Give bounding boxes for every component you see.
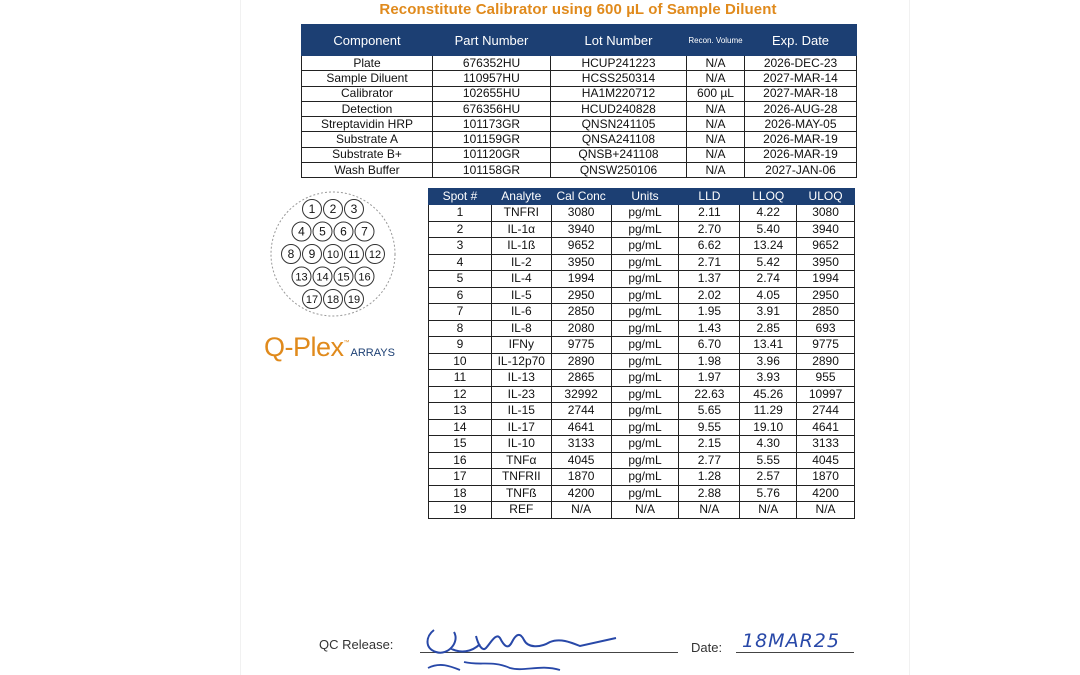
analytes-cell: 1.43 xyxy=(679,320,740,337)
analytes-cell: 9652 xyxy=(797,238,855,255)
analytes-cell: 2.57 xyxy=(740,469,797,486)
analytes-cell: 13.41 xyxy=(740,337,797,354)
components-cell: HCSS250314 xyxy=(551,71,687,86)
table-row xyxy=(429,287,855,304)
table-row xyxy=(302,56,857,71)
analytes-header-1: Analyte xyxy=(491,189,551,205)
analytes-cell: IFNy xyxy=(491,337,551,354)
analytes-cell: 3.96 xyxy=(740,353,797,370)
analytes-cell: 11.29 xyxy=(740,403,797,420)
analytes-cell: 2.85 xyxy=(740,320,797,337)
analytes-cell: REF xyxy=(491,502,551,519)
analytes-cell: 6.70 xyxy=(679,337,740,354)
spot-label: 19 xyxy=(347,294,361,306)
analytes-cell: TNFRII xyxy=(491,469,551,486)
analytes-cell: 3080 xyxy=(551,205,611,222)
analytes-cell: 2744 xyxy=(797,403,855,420)
analytes-cell: IL-10 xyxy=(491,436,551,453)
analytes-cell: 2850 xyxy=(551,304,611,321)
components-cell: 676352HU xyxy=(433,56,551,71)
analytes-cell: 1994 xyxy=(797,271,855,288)
analytes-cell: 13.24 xyxy=(740,238,797,255)
date-value: 18MAR25 xyxy=(742,630,840,652)
analytes-cell: 2890 xyxy=(797,353,855,370)
analytes-table xyxy=(428,188,855,519)
analytes-cell: 2.88 xyxy=(679,485,740,502)
analytes-header-0: Spot # xyxy=(429,189,492,205)
spot-label: 5 xyxy=(319,224,326,239)
components-cell: 110957HU xyxy=(433,71,551,86)
spot-map-diagram xyxy=(258,190,408,318)
components-cell: Detection xyxy=(302,101,433,116)
logo-tm: ™ xyxy=(343,340,350,346)
analytes-cell: 2.74 xyxy=(740,271,797,288)
analytes-cell: pg/mL xyxy=(611,485,679,502)
spot-label: 13 xyxy=(295,271,308,284)
analytes-cell: N/A xyxy=(740,502,797,519)
analytes-cell: pg/mL xyxy=(611,452,679,469)
analytes-cell: 2.71 xyxy=(679,254,740,271)
analytes-cell: 2.02 xyxy=(679,287,740,304)
components-cell: 600 µL xyxy=(687,86,745,101)
components-cell: Substrate A xyxy=(302,132,433,147)
q-plex-logo xyxy=(264,332,395,363)
components-cell: HA1M220712 xyxy=(551,86,687,101)
components-cell: Streptavidin HRP xyxy=(302,117,433,132)
analytes-cell: 2.77 xyxy=(679,452,740,469)
analytes-cell: pg/mL xyxy=(611,469,679,486)
analytes-cell: 15 xyxy=(429,436,492,453)
analytes-cell: 17 xyxy=(429,469,492,486)
table-row xyxy=(429,320,855,337)
components-cell: N/A xyxy=(687,101,745,116)
spot-label: 7 xyxy=(361,224,368,239)
analytes-cell: pg/mL xyxy=(611,205,679,222)
analytes-cell: pg/mL xyxy=(611,403,679,420)
analytes-cell: 4045 xyxy=(551,452,611,469)
analytes-cell: 2.11 xyxy=(679,205,740,222)
table-row xyxy=(429,502,855,519)
analytes-cell: 18 xyxy=(429,485,492,502)
components-cell: 2026-AUG-28 xyxy=(745,101,857,116)
analytes-cell: pg/mL xyxy=(611,287,679,304)
table-row xyxy=(429,403,855,420)
components-cell: 676356HU xyxy=(433,101,551,116)
analytes-cell: IL-1ß xyxy=(491,238,551,255)
analytes-cell: 2080 xyxy=(551,320,611,337)
analytes-cell: 4.22 xyxy=(740,205,797,222)
table-row xyxy=(429,238,855,255)
qc-signature xyxy=(420,618,640,675)
spot-label: 3 xyxy=(350,202,358,216)
table-row xyxy=(429,254,855,271)
analytes-cell: 3133 xyxy=(551,436,611,453)
table-row xyxy=(302,117,857,132)
spot-label: 2 xyxy=(329,202,337,216)
spot-label: 12 xyxy=(368,249,382,261)
analytes-cell: 3 xyxy=(429,238,492,255)
components-cell: 101173GR xyxy=(433,117,551,132)
components-cell: Plate xyxy=(302,56,433,71)
analytes-cell: 14 xyxy=(429,419,492,436)
analytes-cell: N/A xyxy=(611,502,679,519)
analytes-cell: 1.95 xyxy=(679,304,740,321)
analytes-cell: 4200 xyxy=(551,485,611,502)
components-cell: 101120GR xyxy=(433,147,551,162)
logo-sub-text: ARRAYS xyxy=(350,347,395,359)
table-row xyxy=(302,163,857,178)
analytes-cell: 9775 xyxy=(797,337,855,354)
analytes-cell: 16 xyxy=(429,452,492,469)
analytes-cell: pg/mL xyxy=(611,337,679,354)
components-cell: Sample Diluent xyxy=(302,71,433,86)
analytes-cell: 2890 xyxy=(551,353,611,370)
analytes-cell: 2950 xyxy=(551,287,611,304)
analytes-cell: 4.05 xyxy=(740,287,797,304)
analytes-cell: 3950 xyxy=(797,254,855,271)
spot-label: 9 xyxy=(308,247,316,261)
spot-label: 18 xyxy=(326,294,340,306)
analytes-cell: 2.15 xyxy=(679,436,740,453)
analytes-cell: pg/mL xyxy=(611,320,679,337)
spot-label: 14 xyxy=(316,271,329,284)
analytes-cell: IL-1α xyxy=(491,221,551,238)
spot-label: 10 xyxy=(326,249,340,261)
analytes-cell: pg/mL xyxy=(611,436,679,453)
analytes-cell: pg/mL xyxy=(611,386,679,403)
analytes-cell: N/A xyxy=(679,502,740,519)
spot-label: 15 xyxy=(337,271,350,284)
components-cell: N/A xyxy=(687,71,745,86)
analytes-cell: 2865 xyxy=(551,370,611,387)
analytes-cell: IL-8 xyxy=(491,320,551,337)
analytes-cell: 5 xyxy=(429,271,492,288)
table-row xyxy=(429,386,855,403)
analytes-cell: 3.93 xyxy=(740,370,797,387)
analytes-cell: 45.26 xyxy=(740,386,797,403)
analytes-cell: 1.37 xyxy=(679,271,740,288)
analytes-cell: 10997 xyxy=(797,386,855,403)
analytes-cell: 693 xyxy=(797,320,855,337)
analytes-cell: pg/mL xyxy=(611,238,679,255)
components-cell: Wash Buffer xyxy=(302,163,433,178)
logo-main-text: Q-Plex xyxy=(264,332,344,362)
analytes-cell: pg/mL xyxy=(611,221,679,238)
analytes-cell: IL-4 xyxy=(491,271,551,288)
analytes-cell: IL-2 xyxy=(491,254,551,271)
analytes-cell: 4 xyxy=(429,254,492,271)
analytes-cell: 3.91 xyxy=(740,304,797,321)
analytes-cell: 2744 xyxy=(551,403,611,420)
table-row xyxy=(429,337,855,354)
analytes-header-3: Units xyxy=(611,189,679,205)
analytes-cell: 5.40 xyxy=(740,221,797,238)
components-cell: N/A xyxy=(687,147,745,162)
analytes-cell: 32992 xyxy=(551,386,611,403)
analytes-cell: 11 xyxy=(429,370,492,387)
analytes-cell: 1.97 xyxy=(679,370,740,387)
table-row xyxy=(302,86,857,101)
analytes-cell: 3940 xyxy=(551,221,611,238)
analytes-cell: IL-15 xyxy=(491,403,551,420)
analytes-cell: IL-12p70 xyxy=(491,353,551,370)
date-line xyxy=(736,652,854,653)
table-row xyxy=(429,370,855,387)
analytes-cell: pg/mL xyxy=(611,370,679,387)
analytes-cell: 5.42 xyxy=(740,254,797,271)
analytes-cell: pg/mL xyxy=(611,419,679,436)
analytes-cell: 10 xyxy=(429,353,492,370)
spot-label: 6 xyxy=(340,224,347,239)
analytes-cell: TNFα xyxy=(491,452,551,469)
table-row xyxy=(302,71,857,86)
analytes-cell: N/A xyxy=(797,502,855,519)
analytes-cell: 8 xyxy=(429,320,492,337)
analytes-cell: 4200 xyxy=(797,485,855,502)
analytes-cell: 2 xyxy=(429,221,492,238)
analytes-cell: 2.70 xyxy=(679,221,740,238)
components-header-2: Lot Number xyxy=(551,25,687,56)
analytes-cell: 955 xyxy=(797,370,855,387)
analytes-header-4: LLD xyxy=(679,189,740,205)
analytes-header-2: Cal Conc xyxy=(551,189,611,205)
analytes-cell: 2950 xyxy=(797,287,855,304)
analytes-cell: 4045 xyxy=(797,452,855,469)
analytes-cell: 9775 xyxy=(551,337,611,354)
analytes-cell: 4641 xyxy=(797,419,855,436)
analytes-cell: 2850 xyxy=(797,304,855,321)
analytes-cell: 3133 xyxy=(797,436,855,453)
table-row xyxy=(429,304,855,321)
components-header-1: Part Number xyxy=(433,25,551,56)
table-row xyxy=(429,205,855,222)
analytes-cell: TNFß xyxy=(491,485,551,502)
components-cell: Substrate B+ xyxy=(302,147,433,162)
analytes-cell: 19.10 xyxy=(740,419,797,436)
components-header-3: Recon. Volume xyxy=(687,25,745,56)
spot-label: 1 xyxy=(308,202,316,216)
spot-label: 17 xyxy=(305,294,319,306)
table-row xyxy=(429,221,855,238)
analytes-cell: pg/mL xyxy=(611,353,679,370)
table-row xyxy=(302,147,857,162)
page-title: Reconstitute Calibrator using 600 µL of Sample Diluent xyxy=(379,1,777,18)
date-label: Date: xyxy=(691,640,723,655)
qc-release-label: QC Release: xyxy=(319,637,394,652)
components-cell: 2027-MAR-14 xyxy=(745,71,857,86)
components-table xyxy=(301,24,857,178)
analytes-cell: pg/mL xyxy=(611,254,679,271)
analytes-cell: 5.65 xyxy=(679,403,740,420)
components-cell: Calibrator xyxy=(302,86,433,101)
analytes-cell: 4.30 xyxy=(740,436,797,453)
components-cell: N/A xyxy=(687,56,745,71)
components-cell: 2027-MAR-18 xyxy=(745,86,857,101)
analytes-cell: 6.62 xyxy=(679,238,740,255)
components-cell: N/A xyxy=(687,163,745,178)
analytes-cell: IL-23 xyxy=(491,386,551,403)
analytes-cell: 5.76 xyxy=(740,485,797,502)
analytes-cell: 3950 xyxy=(551,254,611,271)
analytes-cell: IL-6 xyxy=(491,304,551,321)
analytes-cell: 9652 xyxy=(551,238,611,255)
table-row xyxy=(302,101,857,116)
components-cell: 2026-MAR-19 xyxy=(745,132,857,147)
analytes-cell: 1870 xyxy=(551,469,611,486)
analytes-cell: N/A xyxy=(551,502,611,519)
analytes-cell: 9.55 xyxy=(679,419,740,436)
analytes-cell: 12 xyxy=(429,386,492,403)
table-row xyxy=(302,132,857,147)
table-row xyxy=(429,419,855,436)
components-cell: N/A xyxy=(687,117,745,132)
components-cell: 102655HU xyxy=(433,86,551,101)
analytes-cell: IL-5 xyxy=(491,287,551,304)
analytes-cell: 5.55 xyxy=(740,452,797,469)
analytes-cell: 4641 xyxy=(551,419,611,436)
table-row xyxy=(429,271,855,288)
analytes-cell: 9 xyxy=(429,337,492,354)
analytes-cell: 1 xyxy=(429,205,492,222)
spot-label: 8 xyxy=(287,247,295,261)
components-cell: 2026-MAR-19 xyxy=(745,147,857,162)
components-cell: 2027-JAN-06 xyxy=(745,163,857,178)
components-cell: 101159GR xyxy=(433,132,551,147)
spot-label: 16 xyxy=(358,271,371,284)
components-cell: N/A xyxy=(687,132,745,147)
analytes-cell: 19 xyxy=(429,502,492,519)
components-cell: QNSN241105 xyxy=(551,117,687,132)
analytes-cell: pg/mL xyxy=(611,271,679,288)
table-row xyxy=(429,452,855,469)
analytes-header-5: LLOQ xyxy=(740,189,797,205)
analytes-cell: TNFRI xyxy=(491,205,551,222)
analytes-cell: 1.28 xyxy=(679,469,740,486)
analytes-cell: 1.98 xyxy=(679,353,740,370)
analytes-header-6: ULOQ xyxy=(797,189,855,205)
analytes-cell: IL-17 xyxy=(491,419,551,436)
components-cell: QNSB+241108 xyxy=(551,147,687,162)
analytes-cell: 3940 xyxy=(797,221,855,238)
components-cell: HCUD240828 xyxy=(551,101,687,116)
components-cell: 101158GR xyxy=(433,163,551,178)
analytes-cell: 3080 xyxy=(797,205,855,222)
analytes-cell: IL-13 xyxy=(491,370,551,387)
analytes-cell: 22.63 xyxy=(679,386,740,403)
components-header-0: Component xyxy=(302,25,433,56)
table-row xyxy=(429,436,855,453)
components-cell: QNSW250106 xyxy=(551,163,687,178)
analytes-cell: 13 xyxy=(429,403,492,420)
analytes-cell: pg/mL xyxy=(611,304,679,321)
components-header-4: Exp. Date xyxy=(745,25,857,56)
table-row xyxy=(429,353,855,370)
components-cell: 2026-MAY-05 xyxy=(745,117,857,132)
components-cell: QNSA241108 xyxy=(551,132,687,147)
components-cell: HCUP241223 xyxy=(551,56,687,71)
spot-label: 11 xyxy=(348,249,360,261)
spot-label: 4 xyxy=(298,224,305,239)
analytes-cell: 1994 xyxy=(551,271,611,288)
analytes-cell: 7 xyxy=(429,304,492,321)
analytes-cell: 6 xyxy=(429,287,492,304)
table-row xyxy=(429,485,855,502)
components-cell: 2026-DEC-23 xyxy=(745,56,857,71)
table-row xyxy=(429,469,855,486)
analytes-cell: 1870 xyxy=(797,469,855,486)
